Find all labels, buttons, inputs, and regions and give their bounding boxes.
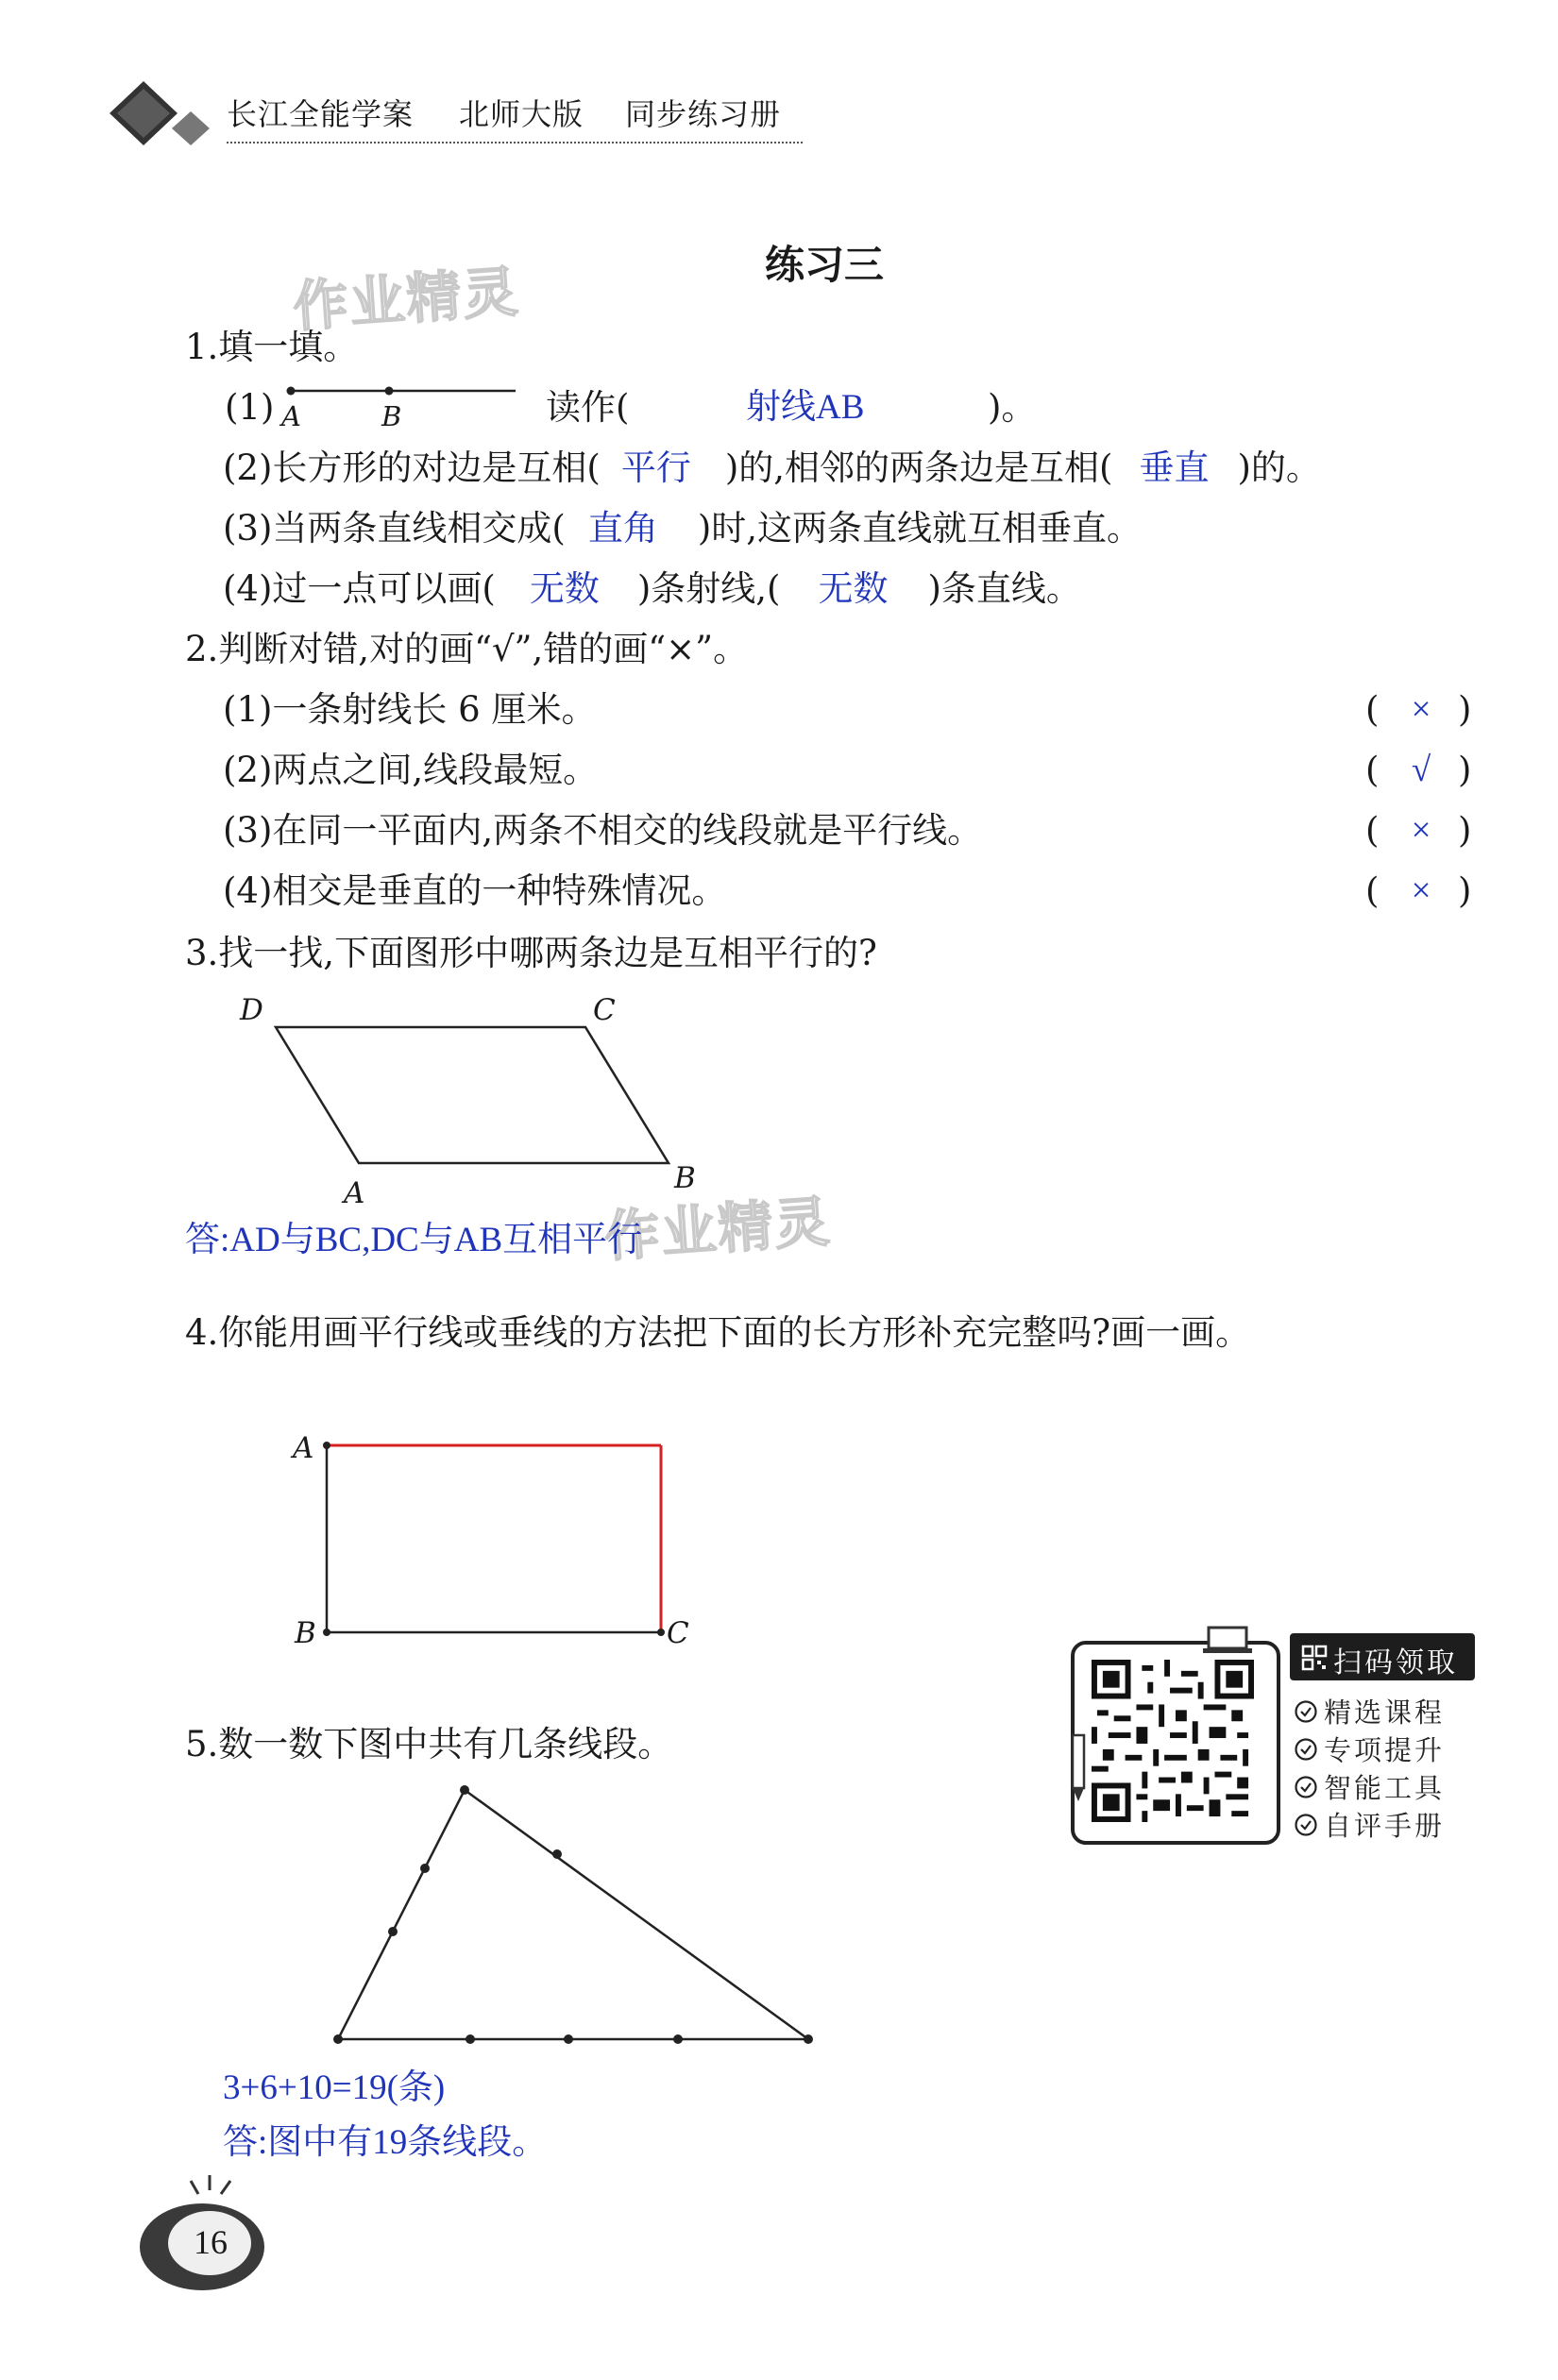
promo-item[interactable] — [1294, 1730, 1445, 1764]
q2-paren-open: ( — [1365, 810, 1380, 851]
promo-title: 扫码领取 — [1333, 1646, 1458, 1680]
q1-item2-text1: (2)长方形的对边是互相( — [223, 447, 601, 488]
ray-label-b: B — [381, 400, 402, 432]
q2-item-text: (1)一条射线长 6 厘米。 — [223, 689, 597, 730]
q3-prompt: 3.找一找,下面图形中哪两条边是互相平行的? — [185, 933, 877, 973]
q2-item — [0, 689, 1558, 731]
q2-item-text: (4)相交是垂直的一种特殊情况。 — [223, 870, 727, 911]
q1-item3-text2: )时,这两条直线就互相垂直。 — [697, 508, 1143, 549]
q1-item1-text1: 读作( — [546, 387, 630, 428]
q2-prompt: 2.判断对错,对的画“√”,错的画“×”。 — [185, 629, 749, 669]
ray-ab-figure — [283, 378, 529, 434]
q2-item — [0, 810, 1558, 852]
q2-paren-close: ) — [1458, 750, 1472, 790]
q2-paren-open: ( — [1365, 870, 1380, 911]
check-circle-icon — [1294, 1737, 1318, 1762]
q2-paren-open: ( — [1365, 750, 1380, 790]
q1-item4-answer1: 无数 — [529, 570, 600, 609]
page-title: 练习三 — [765, 242, 885, 288]
para-label-c: C — [593, 993, 616, 1027]
rectangle-figure — [312, 1430, 680, 1638]
q2-item-answer: × — [1411, 871, 1431, 910]
q2-item-answer: × — [1411, 690, 1431, 729]
header-edition: 北师大版 — [459, 96, 584, 132]
promo-item-label: 精选课程 — [1324, 1696, 1446, 1729]
q2-paren-close: ) — [1458, 689, 1472, 730]
q1-item3-text1: (3)当两条直线相交成( — [223, 508, 566, 549]
page-number-badge — [138, 2171, 279, 2294]
promo-item[interactable] — [1294, 1805, 1446, 1842]
header-book-title: 长江全能学案 — [227, 96, 415, 132]
q5-answer-calc: 3+6+10=19(条) — [223, 2068, 446, 2107]
promo-item-label: 自评手册 — [1324, 1810, 1446, 1842]
q2-paren-open: ( — [1365, 689, 1380, 730]
q1-item4 — [223, 568, 1081, 611]
page-number: 16 — [194, 2223, 228, 2261]
q1-item3-answer: 直角 — [587, 510, 658, 549]
para-label-d: D — [240, 993, 263, 1027]
q1-item2-answer1: 平行 — [620, 449, 691, 488]
check-circle-icon — [1294, 1775, 1318, 1799]
ray-label-a: A — [281, 400, 301, 432]
q5-answer: 答:图中有19条线段。 — [223, 2123, 548, 2162]
promo-title-box[interactable] — [1290, 1633, 1475, 1680]
q1-item2-text2: )的,相邻的两条边是互相( — [724, 447, 1113, 488]
scan-icon — [1301, 1645, 1328, 1671]
promo-item[interactable] — [1294, 1692, 1446, 1729]
q3-answer: 答:AD与BC,DC与AB互相平行 — [185, 1221, 643, 1259]
q1-item1-answer: 射线AB — [746, 388, 865, 427]
rect-label-a: A — [293, 1431, 314, 1465]
q2-item — [0, 750, 1558, 791]
q4-prompt: 4.你能用画平行线或垂线的方法把下面的长方形补充完整吗?画一画。 — [185, 1312, 1251, 1353]
q2-item-text: (2)两点之间,线段最短。 — [223, 750, 599, 790]
header-series: 同步练习册 — [625, 96, 782, 132]
q1-item2-text3: )的。 — [1237, 447, 1321, 488]
q1-item3 — [223, 508, 1142, 550]
laptop-icon — [1199, 1624, 1256, 1656]
q2-item-answer: × — [1411, 811, 1431, 850]
rect-label-b: B — [295, 1616, 316, 1650]
promo-item-label: 智能工具 — [1324, 1772, 1446, 1804]
q1-item1-text2: )。 — [988, 387, 1037, 428]
triangle-figure — [321, 1775, 831, 2049]
q1-item4-text1: (4)过一点可以画( — [223, 568, 496, 609]
q2-item — [0, 870, 1558, 912]
diamond-logo-icon — [104, 76, 227, 151]
parallelogram-figure — [264, 1001, 699, 1171]
q2-paren-close: ) — [1458, 810, 1472, 851]
q2-item-answer: √ — [1411, 751, 1431, 789]
watermark: 作业精灵 — [602, 1189, 834, 1270]
q1-item4-text3: )条直线。 — [927, 568, 1081, 609]
para-label-b: B — [674, 1161, 696, 1195]
q1-item4-answer2: 无数 — [818, 570, 889, 609]
watermark: 作业精灵 — [291, 259, 522, 340]
q2-item-text: (3)在同一平面内,两条不相交的线段就是平行线。 — [223, 810, 983, 851]
q1-item1-num: (1) — [225, 387, 275, 428]
q2-paren-close: ) — [1458, 870, 1472, 911]
q1-item2-answer2: 垂直 — [1139, 449, 1210, 488]
header — [104, 76, 803, 151]
q1-item4-text2: )条射线,( — [636, 568, 781, 609]
q5-prompt: 5.数一数下图中共有几条线段。 — [185, 1724, 673, 1764]
q1-item2 — [223, 447, 1321, 490]
check-circle-icon — [1294, 1699, 1318, 1724]
qr-code-icon[interactable] — [1092, 1660, 1254, 1822]
promo-item-label: 专项提升 — [1324, 1734, 1446, 1766]
para-label-a: A — [344, 1176, 365, 1210]
promo-item[interactable] — [1294, 1767, 1446, 1804]
header-underline — [227, 142, 803, 143]
rect-label-c: C — [667, 1616, 689, 1650]
q1-prompt: 1.填一填。 — [185, 327, 359, 367]
qr-promo — [1067, 1624, 1482, 1841]
check-circle-icon — [1294, 1813, 1318, 1837]
pencil-icon — [1067, 1728, 1090, 1803]
